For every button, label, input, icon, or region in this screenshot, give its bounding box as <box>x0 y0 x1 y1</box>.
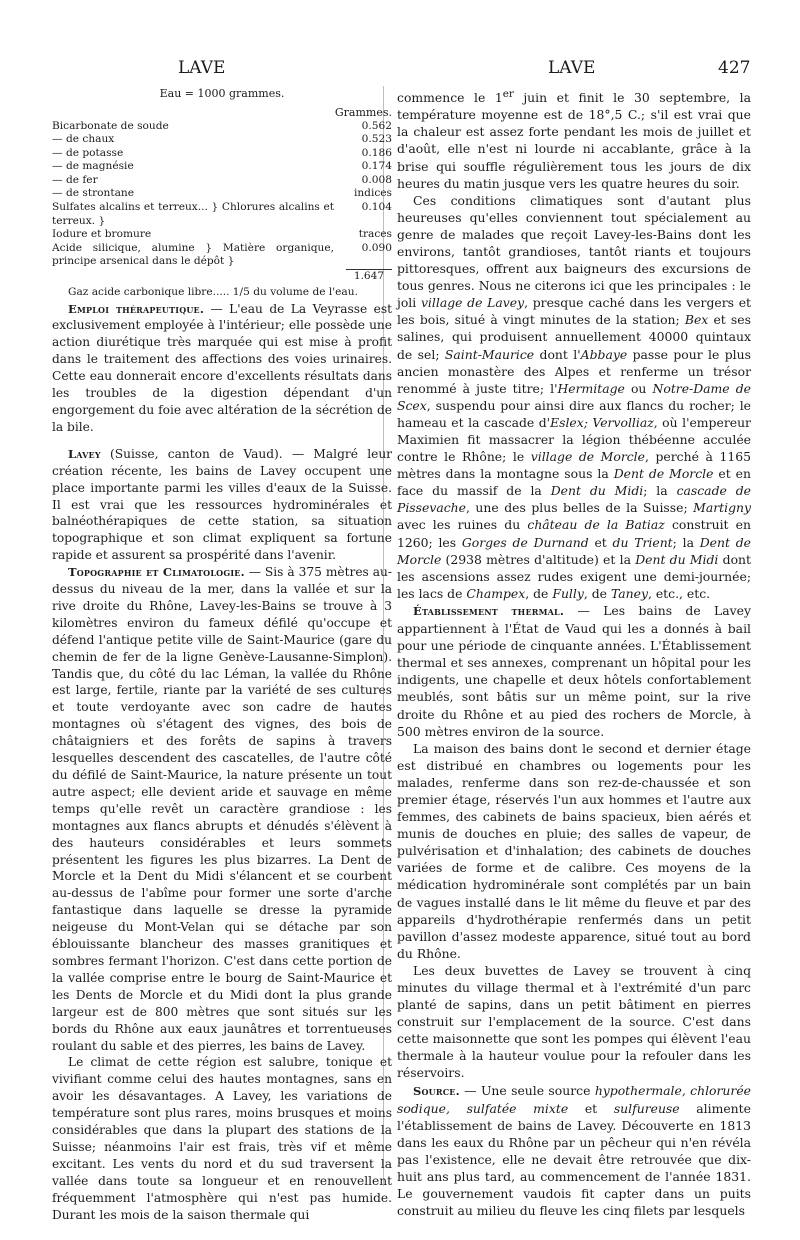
left-column <box>52 86 392 1223</box>
table-row <box>52 160 392 174</box>
gas-note: Gaz acide carbonique libre..... 1/5 du volume de l'eau. <box>68 285 358 298</box>
row-value: indices <box>353 187 392 200</box>
row-value: 0.090 <box>361 241 392 254</box>
table-row <box>52 201 392 228</box>
row-value: 0.008 <box>361 173 392 186</box>
composition-table <box>52 106 392 284</box>
row-value: 0.562 <box>361 119 392 132</box>
table-row <box>52 147 392 161</box>
running-head-right: LAVE <box>548 58 596 78</box>
table-row <box>52 242 392 269</box>
row-label: Bicarbonate de soude <box>52 119 169 132</box>
paragraph-source: Source. — Une seule source hypothermale, chlorurée sodique, sulfatée mixte et sulfureuse alimente l'établissement de bains de Lavey. Découverte en 1813 dans les eaux du Rhône par un pêcheur qui n'en révéla pas l'existence, elle ne devait être retrouvée que dix-huit ans plus tard, au commencement de l'année 1831. Le gouvernement vaudois fit capter dans un puits construit au milieu du fleuve les cinq filets par lesquels <box>397 1082 751 1219</box>
row-value: 0.104 <box>361 201 392 214</box>
row-label: Iodure et bromure <box>52 228 152 241</box>
right-column <box>397 86 751 1219</box>
paragraph-climat: Le climat de cette région est salubre, tonique et vivifiant comme celui des hautes montagnes, sans en avoir les désavantages. A Lavey, les variations de température sont plus rares, moins brusques et moins considérables que dans la plupart des stations de la Suisse; néanmoins l'air est frais, très vif et même excitant. Les vents du nord et du sud traversent la vallée dans toute sa longueur et en renouvellent fréquemment l'atmosphère qui n'est pas humide. Durant les mois de la saison thermale qui <box>52 1055 392 1222</box>
table-title: Eau = 1000 grammes. <box>159 87 285 100</box>
row-value: 0.186 <box>361 146 392 159</box>
row-label: — de fer <box>52 173 98 186</box>
page-number: 427 <box>718 58 751 78</box>
table-row <box>52 174 392 188</box>
page-header <box>0 52 800 78</box>
row-label: — de strontane <box>52 187 135 200</box>
paragraph-excursions: Ces conditions climatiques sont d'autant plus heureuses qu'elles conviennent tout spécialement au genre de malades que reçoit Lavey-les-Bains dont les environs, tantôt grandioses, tantôt riants et toujours pittoresques, offrent aux baigneurs des excursions de tous genres. Nous ne citerons ici que les principales : le joli village de Lavey, presque caché dans les vergers et les bois, situé à vingt minutes de la station; Bex et ses salines, qui produisent annuellement 40000 quintaux de sel; Saint-Maurice dont l'Abbaye passe pour le plus ancien monastère des Alpes et renferme un trésor renommé à juste titre; l'Hermitage ou Notre-Dame de Scex, suspendu pour ainsi dire aux flancs du rocher; le hameau et la cascade d'Eslex; Vervolliaz, où l'empereur Maximien fit massacrer la légion thébéenne acculée contre le Rhône; le village de Morcle, perché à 1165 mètres dans la montagne sous la Dent de Morcle et en face du massif de la Dent du Midi; la cascade de Pissevache, une des plus belles de la Suisse; Martigny avec les ruines du château de la Batiaz construit en 1260; les Gorges de Durnand et du Trient; la Dent de Morcle (2938 mètres d'altitude) et la Dent du Midi dont les ascensions assez rudes exigent une demi-journée; les lacs de Champex, de Fully, de Taney, etc., etc. <box>397 192 752 601</box>
table-total: 1.647 <box>346 269 392 284</box>
table-header-row <box>52 106 392 120</box>
row-value: 0.174 <box>361 160 392 173</box>
table-row <box>52 228 392 242</box>
running-head-left: LAVE <box>178 58 226 78</box>
row-label: — de potasse <box>52 146 124 159</box>
table-row <box>52 133 392 147</box>
paragraph-therapeutic: Emploi thérapeutique. — L'eau de La Veyrasse est exclusivement employée à l'intérieur; elle possède une action diurétique très marquée qui est mise à profit dans le traitement des affections des voies urinaires. Cette eau donnerait encore d'excellents résultats dans les troubles de la digestion dépendant d'un engorgement du foie avec altération de la sécrétion de la bile. <box>52 301 392 434</box>
paragraph-temperature: commence le 1er juin et finit le 30 septembre, la température moyenne est de 18°,5 C.; s'il est vrai que la chaleur est assez forte pendant les mois de juillet et d'août, elle n'est ni lourde ni accablante, grâce à la brise qui souffle régulièrement tous les jours de dix heures du matin jusque vers les quatre heures du soir. <box>397 88 751 191</box>
table-row <box>52 120 392 134</box>
section-heading: Emploi thérapeutique. <box>68 301 205 316</box>
row-value: 0.523 <box>361 133 392 146</box>
row-label: — de chaux <box>52 133 115 146</box>
section-heading: Source. <box>413 1083 460 1098</box>
unit-header: Grammes. <box>334 105 392 119</box>
paragraph-buvettes: Les deux buvettes de Lavey se trouvent à cinq minutes du village thermal et à l'extrémité d'un parc planté de sapins, dans un petit bâtiment en pierres construit sur l'emplacement de la source. C'est dans cette maisonnette que sont les pompes qui élèvent l'eau thermale à la hauteur voulue pour la refouler dans les réservoirs. <box>397 962 751 1081</box>
table-total-row <box>52 269 392 284</box>
section-heading: Établissement thermal. <box>413 603 565 618</box>
row-label: Acide silicique, alumine } Matière organique, principe arsenical dans le dépôt } <box>52 241 334 268</box>
table-row <box>52 187 392 201</box>
paragraph-topographie: Topographie et Climatologie. — Sis à 375 mètres au-dessus du niveau de la mer, dans la vallée et sur la rive droite du Rhône, Lavey-les-Bains se trouve à 3 kilomètres environ du fameux défilé qu'occupe et défend l'antique petite ville de Saint-Maurice (gare du chemin de fer de la ligne Genève-Lausanne-Simplon). Tandis que, du côté du lac Léman, la vallée du Rhône est large, fertile, riante par la variété de ses cultures et toute verdoyante avec son cadre de hautes montagnes où s'étagent des vignes, des bois de châtaigniers et des forêts de sapins à travers lesquelles descendent des cascatelles, de l'autre côté du défilé de Saint-Maurice, la nature présente un tout autre aspect; elle devient aride et sauvage en même temps qu'elle revêt un caractère grandiose : les montagnes aux flancs abrupts et dénudés s'élèvent à des hauteurs considérables et leurs sommets présentent les figures les plus bizarres. La Dent de Morcle et la Dent du Midi s'élancent et se courbent au-dessus de l'abîme pour former une sorte d'arche fantastique dans laquelle se dresse la pyramide neigeuse du Mont-Velan qui se détache par son éblouissante blancheur des masses granitiques et sombres fermant l'horizon. C'est dans cette portion de la vallée comprise entre le bourg de Saint-Maurice et les Dents de Morcle et du Midi dont la plus grande largeur est de 800 mètres que sont situés sur les bords du Rhône aux eaux jaunâtres et torrentueuses roulant du sable et des pierres, les bains de Lavey. <box>52 565 393 1053</box>
paragraph-lavey: Lavey (Suisse, canton de Vaud). — Malgré leur création récente, les bains de Lavey occupent une place importante parmi les villes d'eaux de la Suisse. Il est vrai que les ressources hydrominérales et balnéothérapiques de cette station, sa situation topographique et son climat expliquent sa fortune rapide et assurent sa prospérité dans l'avenir. <box>52 446 392 563</box>
paragraph-etablissement: Établissement thermal. — Les bains de Lavey appartiennent à l'État de Vaud qui les a donnés à bail pour une période de cinquante années. L'Établissement thermal et ses annexes, comprenant un hôpital pour les indigents, une chapelle et deux hôtels confortablement meublés, sont bâtis sur un même point, sur la rive droite du Rhône et au pied des rochers de Morcle, à 500 mètres environ de la source. <box>397 602 752 739</box>
row-label: — de magnésie <box>52 160 134 173</box>
section-heading: Topographie et Climatologie. <box>68 565 245 580</box>
entry-heading: Lavey <box>68 446 101 461</box>
row-label: Sulfates alcalins et terreux... } Chlorures alcalins et terreux. } <box>52 201 334 227</box>
row-value: traces <box>358 228 392 241</box>
paragraph-maison-bains: La maison des bains dont le second et dernier étage est distribué en chambres ou logements pour les malades, renferme dans son rez-de-chaussée et son premier étage, réservés l'un aux hommes et l'autre aux femmes, des cabinets de bains spacieux, bien aérés et munis de douches en pluie; des salles de vapeur, de pulvérisation et d'inhalation; des cabinets de douches variées de forme et de calibre. Ces moyens de la médication hydrominérale sont complétés par un bain de vagues installé dans le lit même du fleuve et par des appareils d'hydrothérapie renfermés dans un petit pavillon d'assez modeste apparence, situé tout au bord du Rhône. <box>397 740 751 961</box>
